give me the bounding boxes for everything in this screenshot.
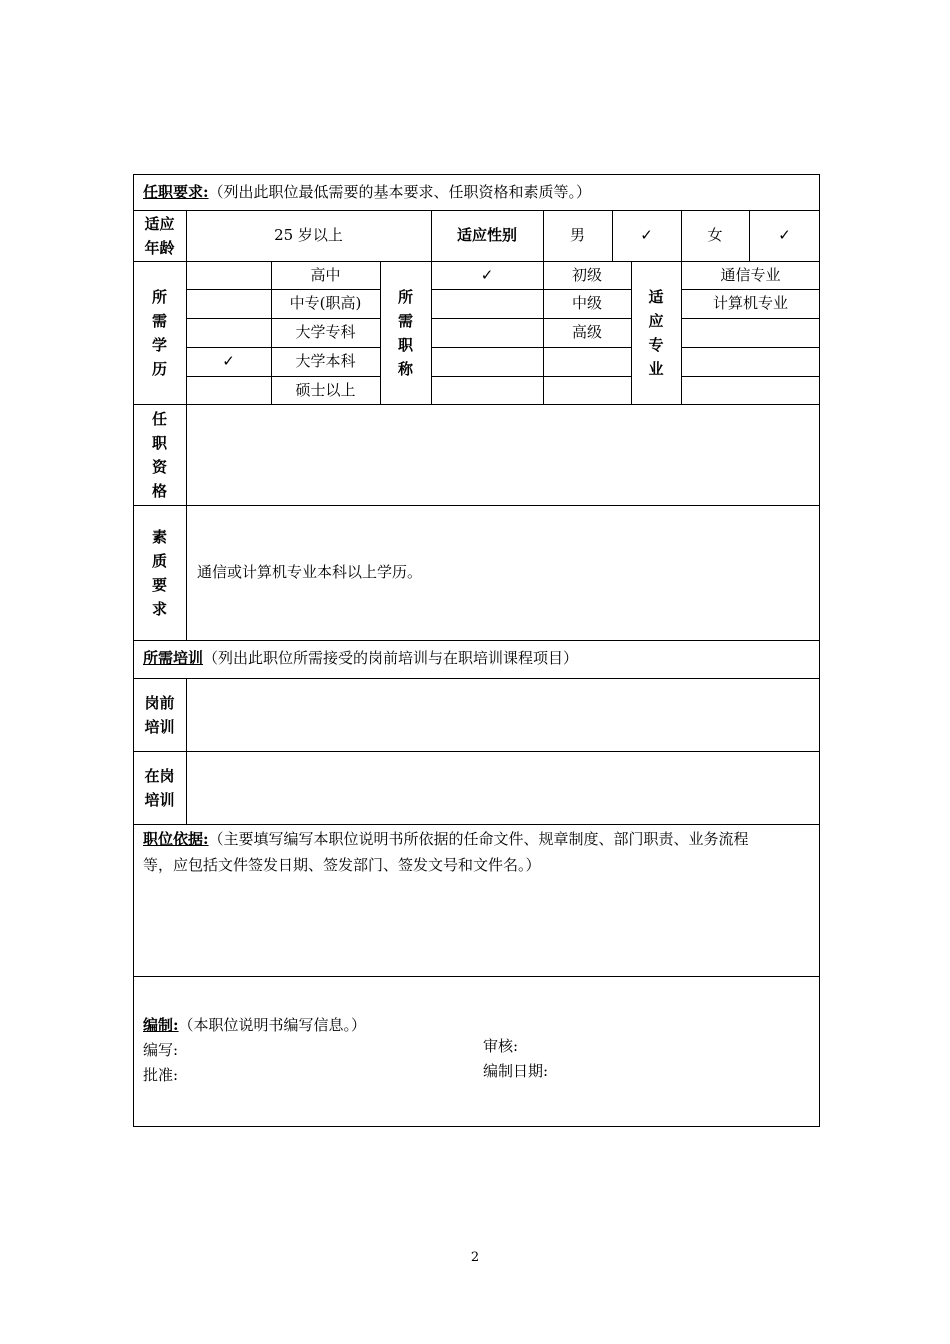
quality-label-char: 要 <box>151 575 167 594</box>
qualification-label-char: 任 <box>151 409 167 428</box>
basis-note-line2: 等，应包括文件签发日期、签发部门、签发文号和文件名。） <box>143 856 541 874</box>
on-training-label-line: 在岗 <box>144 766 175 785</box>
education-level-master: 硕士以上 <box>295 380 356 399</box>
education-level-highschool: 高中 <box>310 265 341 284</box>
training-heading-row <box>143 651 813 671</box>
education-label-char: 学 <box>151 335 167 354</box>
compile-date: 编制日期: <box>483 1062 549 1080</box>
requirements-heading: 任职要求: <box>143 183 209 201</box>
education-label-char: 历 <box>151 359 167 378</box>
row-divider <box>133 824 820 825</box>
qualification-label <box>133 404 186 505</box>
gender-female-check: ✓ <box>778 226 791 244</box>
basis-heading: 职位依据: <box>143 830 209 848</box>
age-label <box>133 210 186 261</box>
education-bachelor-check: ✓ <box>222 352 235 370</box>
title-level-senior: 高级 <box>571 323 602 341</box>
page-number: 2 <box>470 1250 480 1265</box>
compile-writer: 编写: <box>143 1041 179 1059</box>
major-label <box>631 261 681 404</box>
education-level-college: 大学专科 <box>295 323 356 341</box>
quality-value: 通信或计算机专业本科以上学历。 <box>197 563 423 581</box>
qualification-label-char: 资 <box>151 457 167 476</box>
age-label-line2: 年龄 <box>144 238 175 257</box>
requirements-heading-row <box>143 185 813 205</box>
row-divider <box>681 347 820 348</box>
title-junior-check: ✓ <box>480 265 494 284</box>
row-divider <box>133 751 820 752</box>
compile-approver: 批准: <box>143 1066 179 1084</box>
compile-reviewer: 审核: <box>483 1037 519 1055</box>
basis-line1 <box>143 826 815 852</box>
age-value: 25 岁以上 <box>274 226 343 244</box>
title-label-char: 需 <box>397 311 413 330</box>
gender-male-check: ✓ <box>640 226 653 244</box>
education-level-bachelor: 大学本科 <box>295 352 356 370</box>
title-label-char: 所 <box>397 287 413 306</box>
on-training-label <box>133 751 186 824</box>
pre-training-label <box>133 678 186 751</box>
row-divider <box>681 318 820 319</box>
on-training-label-line: 培训 <box>144 790 175 809</box>
quality-label-char: 质 <box>151 551 167 570</box>
row-divider <box>431 376 631 377</box>
compile-heading-row <box>143 1018 813 1038</box>
title-label-char: 职 <box>397 335 413 354</box>
column-divider <box>186 678 187 824</box>
training-heading: 所需培训 <box>143 649 204 667</box>
major-label-char: 适 <box>648 287 664 306</box>
basis-note-line1: （主要填写编写本职位说明书所依据的任命文件、规章制度、部门职责、业务流程 <box>208 830 749 848</box>
qualification-label-char: 职 <box>151 433 167 452</box>
gender-male-label: 男 <box>569 226 585 244</box>
column-divider <box>186 404 187 640</box>
gender-label: 适应性别 <box>456 226 517 244</box>
age-label-line1: 适应 <box>144 214 175 233</box>
title-label <box>380 261 431 404</box>
major-item-communication: 通信专业 <box>720 265 781 284</box>
requirements-heading-note: （列出此职位最低需要的基本要求、任职资格和素质等。） <box>208 183 592 201</box>
pre-training-label-line: 培训 <box>144 717 175 736</box>
quality-label-char: 求 <box>151 599 167 618</box>
compile-heading-note: （本职位说明书编写信息。） <box>178 1016 367 1034</box>
pre-training-label-line: 岗前 <box>144 693 175 712</box>
major-item-computer: 计算机专业 <box>712 294 788 312</box>
basis-section <box>143 826 815 878</box>
title-level-intermediate: 中级 <box>571 294 602 312</box>
row-divider <box>133 640 820 641</box>
title-label-char: 称 <box>397 359 413 378</box>
title-level-junior: 初级 <box>571 265 602 284</box>
education-label-char: 所 <box>151 287 167 306</box>
row-divider <box>133 404 820 405</box>
row-divider <box>431 347 631 348</box>
row-divider <box>133 976 820 977</box>
row-divider <box>133 678 820 679</box>
education-label <box>133 261 186 404</box>
row-divider <box>133 505 820 506</box>
qualification-label-char: 格 <box>151 481 167 500</box>
education-level-vocational: 中专(职高) <box>289 294 362 312</box>
quality-label <box>133 505 186 640</box>
compile-heading: 编制: <box>143 1016 179 1034</box>
education-label-char: 需 <box>151 311 167 330</box>
training-heading-note: （列出此职位所需接受的岗前培训与在职培训课程项目） <box>203 649 579 667</box>
major-label-char: 专 <box>648 335 664 354</box>
quality-label-char: 素 <box>151 527 167 546</box>
major-label-char: 应 <box>648 311 664 330</box>
row-divider <box>681 376 820 377</box>
gender-female-label: 女 <box>707 226 723 244</box>
major-label-char: 业 <box>648 359 664 378</box>
